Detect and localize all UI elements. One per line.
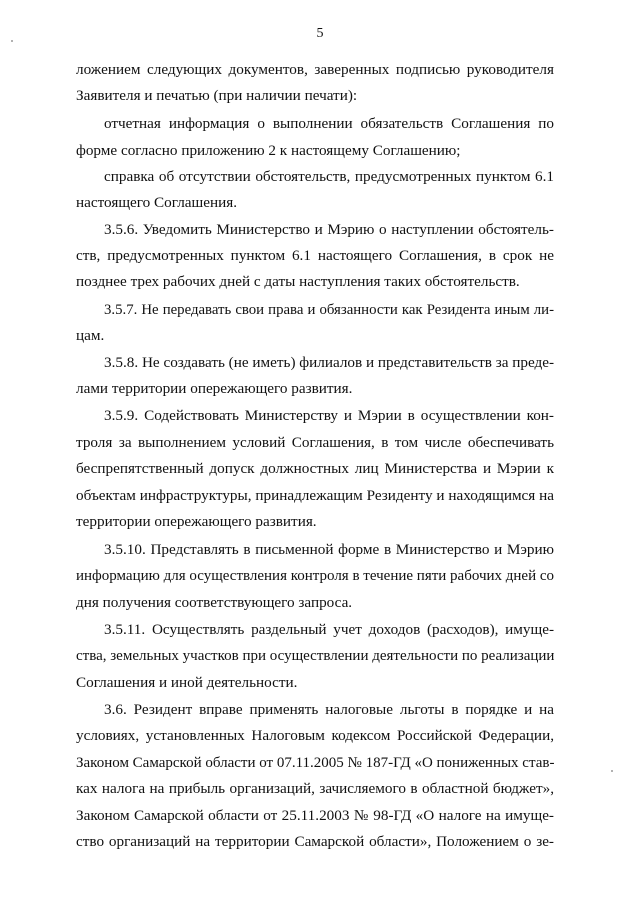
text-line: беспрепятственный допуск должностных лиц Министерства и Мэрии к (76, 460, 554, 477)
scan-speck (11, 40, 13, 42)
text-line: ство организаций на территории Самарской области», Положением о зе- (76, 833, 554, 850)
text-line: условиях, установленных Налоговым кодексом Российской Федерации, (76, 727, 554, 744)
text-line: 3.6. Резидент вправе применять налоговые льготы в порядке и на (104, 701, 554, 718)
text-line: территории опережающего развития. (76, 513, 317, 530)
text-line: Соглашения и иной деятельности. (76, 674, 298, 691)
text-line: ложением следующих документов, заверенных подписью руководителя (76, 61, 554, 78)
text-line: цам. (76, 327, 105, 344)
text-line: дня получения соответствующего запроса. (76, 594, 353, 611)
text-line: информацию для осуществления контроля в течение пяти рабочих дней со (76, 568, 555, 584)
text-line: Законом Самарской области от 25.11.2003 № 98-ГД «О налоге на имуще- (76, 807, 554, 824)
text-line: лами территории опережающего развития. (76, 380, 353, 397)
text-line: 3.5.10. Представлять в письменной форме в Министерство и Мэрию (104, 541, 554, 558)
page-number: 5 (316, 26, 324, 41)
text-line: Заявителя и печатью (при наличии печати): (76, 87, 358, 104)
text-line: 3.5.8. Не создавать (не иметь) филиалов и представительств за преде- (104, 354, 555, 371)
text-line: объектам инфраструктуры, принадлежащим Резиденту и находящимся на (76, 487, 554, 504)
text-line: 3.5.6. Уведомить Министерство и Мэрию о наступлении обстоятель- (104, 221, 554, 238)
text-line: троля за выполнением условий Соглашения, в том числе обеспечивать (76, 434, 554, 451)
text-line: позднее трех рабочих дней с даты наступления таких обстоятельств. (76, 273, 520, 290)
text-line: ств, предусмотренных пунктом 6.1 настоящего Соглашения, в срок не (76, 247, 554, 264)
text-line: 3.5.7. Не передавать свои права и обязанности как Резидента иным ли- (104, 302, 554, 318)
text-line: Законом Самарской области от 07.11.2005 № 187-ГД «О пониженных став- (76, 755, 555, 771)
text-line: ках налога на прибыль организаций, зачисляемого в областной бюджет», (76, 780, 554, 797)
text-line: настоящего Соглашения. (76, 194, 237, 211)
text-line: 3.5.11. Осуществлять раздельный учет доходов (расходов), имуще- (104, 621, 554, 638)
scan-speck (611, 770, 613, 772)
text-line: ства, земельных участков при осуществлении деятельности по реализации (76, 648, 555, 664)
text-line: отчетная информация о выполнении обязательств Соглашения по (104, 115, 554, 132)
text-line: форме согласно приложению 2 к настоящему Соглашению; (76, 142, 461, 159)
text-line: 3.5.9. Содействовать Министерству и Мэрии в осуществлении кон- (104, 407, 554, 424)
text-line: справка об отсутствии обстоятельств, предусмотренных пунктом 6.1 (104, 168, 554, 185)
